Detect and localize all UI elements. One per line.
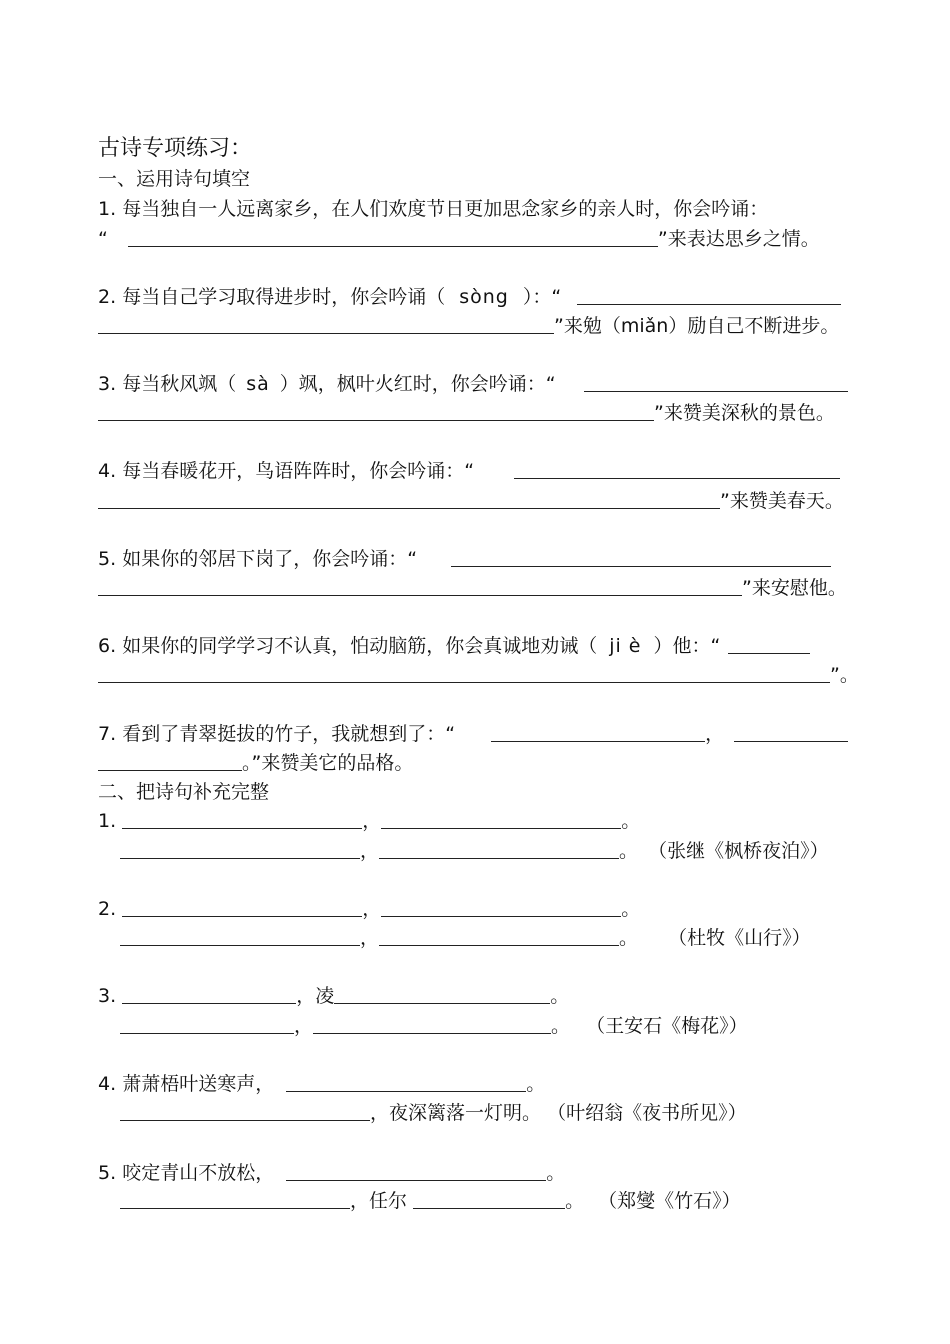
question-5-answer-line	[98, 575, 847, 601]
answer-blank[interactable]	[728, 633, 810, 654]
poem-number: 3.	[98, 985, 117, 1007]
question-4-answer-line	[98, 488, 844, 514]
period: 。	[621, 810, 641, 832]
poem-source: （张继《枫桥夜泊》）	[648, 840, 829, 862]
poem-2-line-2	[120, 925, 811, 951]
question-7-answer-line	[98, 750, 413, 776]
answer-blank[interactable]	[122, 896, 362, 917]
answer-blank[interactable]	[491, 721, 705, 742]
answer-blank[interactable]	[381, 808, 621, 829]
pinyin: sà	[246, 373, 270, 395]
answer-blank[interactable]	[286, 1160, 546, 1181]
comma: ，	[294, 1015, 314, 1037]
question-1-answer-line	[98, 226, 820, 252]
question-2-answer-line	[98, 313, 839, 339]
poem-4-line-1	[98, 1071, 545, 1097]
question-6	[98, 633, 810, 659]
answer-blank[interactable]	[734, 721, 848, 742]
period: 。	[621, 898, 641, 920]
poem-number: 5.	[98, 1162, 117, 1184]
answer-blank[interactable]	[98, 750, 242, 771]
answer-blank[interactable]	[122, 808, 362, 829]
answer-blank[interactable]	[286, 1071, 526, 1092]
poem-text: ，凌	[296, 985, 335, 1007]
poem-source: （郑燮《竹石》）	[598, 1190, 741, 1212]
comma: ，	[705, 723, 725, 745]
period: 。	[550, 985, 570, 1007]
question-text: 看到了青翠挺拔的竹子，我就想到了：“	[122, 723, 456, 745]
question-text-after: ）：“	[522, 286, 562, 308]
question-3-answer-line	[98, 400, 835, 426]
poem-number: 1.	[98, 810, 117, 832]
question-ending: ”来赞美春天。	[720, 490, 844, 512]
section-heading-2: 二、把诗句补充完整	[98, 781, 270, 803]
period: 。	[619, 840, 639, 862]
question-text: 如果你的邻居下岗了，你会吟诵：“	[122, 548, 418, 570]
answer-blank[interactable]	[98, 575, 742, 596]
question-text: 每当秋风飒（	[122, 373, 237, 395]
answer-blank[interactable]	[120, 1100, 370, 1121]
answer-blank[interactable]	[98, 662, 830, 683]
answer-blank[interactable]	[98, 400, 654, 421]
period: 。	[551, 1015, 571, 1037]
question-text: 每当春暖花开，鸟语阵阵时，你会吟诵：“	[122, 460, 475, 482]
poem-source: （王安石《梅花》）	[586, 1015, 748, 1037]
question-text-after: ）飒，枫叶火红时，你会吟诵：“	[279, 373, 556, 395]
poem-text: ，任尔	[350, 1190, 408, 1212]
poem-5-line-1	[98, 1160, 565, 1186]
open-quote: “	[98, 228, 108, 250]
answer-blank[interactable]	[120, 1013, 294, 1034]
question-ending: ”来安慰他。	[742, 577, 847, 599]
section-heading-1: 一、运用诗句填空	[98, 168, 251, 190]
question-text: 如果你的同学学习不认真，怕动脑筋，你会真诚地劝诫（	[122, 635, 598, 657]
question-number: 1.	[98, 198, 117, 220]
answer-blank[interactable]	[514, 458, 840, 479]
question-number: 5.	[98, 548, 117, 570]
pinyin: ji è	[609, 635, 642, 657]
period: 。	[526, 1073, 546, 1095]
question-5	[98, 546, 831, 572]
poem-source: （叶绍翁《夜书所见》）	[547, 1102, 747, 1124]
poem-text: 咬定青山不放松，	[122, 1162, 275, 1184]
poem-number: 4.	[98, 1073, 117, 1095]
poem-4-line-2	[120, 1100, 747, 1126]
question-ending: ”。	[830, 664, 859, 686]
poem-text: 萧萧梧叶送寒声，	[122, 1073, 275, 1095]
answer-blank[interactable]	[379, 925, 619, 946]
page-title: 古诗专项练习：	[98, 136, 253, 161]
answer-blank[interactable]	[98, 488, 720, 509]
period: 。	[565, 1190, 585, 1212]
comma: ，	[360, 840, 380, 862]
question-3	[98, 371, 848, 397]
question-text: 每当独自一人远离家乡，在人们欢度节日更加思念家乡的亲人时，你会吟诵：	[122, 198, 769, 220]
question-ending: ”来赞美深秋的景色。	[654, 402, 835, 424]
answer-blank[interactable]	[381, 896, 621, 917]
question-text-after: ）他：“	[653, 635, 721, 657]
comma: ，	[362, 810, 382, 832]
answer-blank[interactable]	[98, 313, 554, 334]
poem-1-line-1	[98, 808, 640, 834]
comma: ，	[360, 927, 380, 949]
answer-blank[interactable]	[313, 1013, 551, 1034]
question-number: 6.	[98, 635, 117, 657]
poem-2-line-1	[98, 896, 640, 922]
pinyin: sòng	[459, 286, 509, 308]
answer-blank[interactable]	[120, 838, 360, 859]
question-ending: ”来表达思乡之情。	[657, 228, 820, 250]
question-1	[98, 196, 768, 222]
poem-number: 2.	[98, 898, 117, 920]
poem-1-line-2	[120, 838, 829, 864]
poem-source: （杜牧《山行》）	[668, 927, 811, 949]
answer-blank[interactable]	[451, 546, 831, 567]
answer-blank[interactable]	[577, 284, 841, 305]
period: 。	[546, 1162, 566, 1184]
poem-3-line-2	[120, 1013, 748, 1039]
question-number: 2.	[98, 286, 117, 308]
answer-blank[interactable]	[120, 925, 360, 946]
question-2	[98, 284, 841, 310]
period: 。	[619, 927, 639, 949]
answer-blank[interactable]	[379, 838, 619, 859]
answer-blank[interactable]	[413, 1188, 565, 1209]
comma: ，	[362, 898, 382, 920]
answer-blank[interactable]	[128, 226, 658, 247]
question-7	[98, 721, 848, 747]
question-ending: 。”来赞美它的品格。	[242, 752, 414, 774]
answer-blank[interactable]	[120, 1188, 350, 1209]
question-text: 每当自己学习取得进步时，你会吟诵（	[122, 286, 446, 308]
answer-blank[interactable]	[334, 983, 550, 1004]
poem-3-line-1	[98, 983, 569, 1009]
question-ending: ”来勉（miǎn）励自己不断进步。	[554, 315, 840, 337]
answer-blank[interactable]	[584, 371, 848, 392]
poem-text: ，夜深篱落一灯明。	[370, 1102, 542, 1124]
poem-5-line-2	[120, 1188, 741, 1214]
question-number: 7.	[98, 723, 117, 745]
question-6-answer-line	[98, 662, 859, 688]
answer-blank[interactable]	[122, 983, 296, 1004]
question-4	[98, 458, 840, 484]
question-number: 4.	[98, 460, 117, 482]
question-number: 3.	[98, 373, 117, 395]
